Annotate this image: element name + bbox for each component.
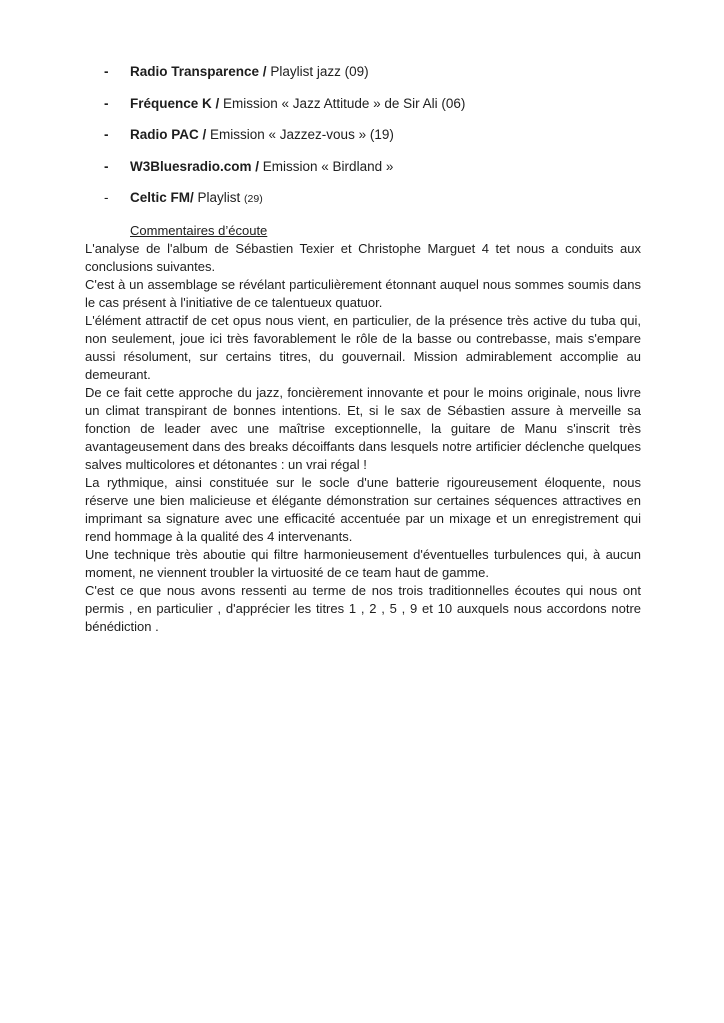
playlist-count: (29)	[244, 193, 263, 205]
list-item-text	[130, 126, 394, 144]
list-item-text	[130, 63, 369, 81]
station-name: Fréquence K /	[130, 95, 220, 111]
station-name: Radio PAC /	[130, 127, 207, 142]
station-name: Radio Transparence /	[130, 64, 267, 79]
list-item-text	[130, 189, 263, 208]
station-detail: Emission « Jazz Attitude » de Sir Ali (06)	[219, 95, 466, 111]
paragraph-conclusion: C'est ce que nous avons ressenti au terme de nos trois traditionnelles écoutes qui nous ont permis , en particulier , d'apprécier les titres 1 , 2 , 5 , 9 et 10 auxquels nous accordons notre bénédiction .	[85, 582, 641, 634]
list-item-text	[130, 158, 393, 176]
radio-playlist-list	[85, 63, 641, 208]
paragraph-technique: Une technique très aboutie qui filtre harmonieusement d'éventuelles turbulences qui, à aucun moment, ne viennent troubler la virtuosité de ce team haut de gamme.	[85, 546, 641, 580]
station-detail: Playlist jazz (09)	[266, 64, 369, 79]
paragraph-analysis-intro: L'analyse de l'album de Sébastien Texier et Christophe Marguet 4 tet nous a conduits aux conclusions suivantes.	[85, 240, 641, 274]
bullet-dash: -	[104, 64, 109, 79]
section-heading: Commentaires d’écoute	[130, 222, 268, 238]
station-detail: Emission « Birdland »	[259, 158, 394, 174]
list-item-frequence-k	[85, 95, 641, 113]
list-item-text	[130, 95, 465, 113]
bullet-dash: -	[104, 158, 109, 174]
document-content	[85, 63, 641, 636]
bullet-dash: -	[104, 95, 109, 111]
paragraph-assemblage: C'est à un assemblage se révélant particulièrement étonnant auquel nous sommes soumis dans le cas présent à l'initiative de ce talentueux quatuor.	[85, 276, 641, 310]
bullet-dash: -	[104, 127, 109, 142]
station-detail: Emission « Jazzez-vous » (19)	[206, 127, 394, 142]
list-item-w3bluesradio	[85, 158, 641, 176]
station-name: W3Bluesradio.com /	[130, 158, 260, 174]
list-item-celtic-fm	[85, 189, 641, 208]
list-item-radio-pac	[85, 126, 641, 144]
paragraph-rythmique: La rythmique, ainsi constituée sur le socle d'une batterie rigoureusement éloquente, nous réserve une bien malicieuse et élégante démonstration sur certaines séquences attractives en imprimant sa signature avec une efficacité accentuée par un mixage et un enregistrement qui rend hommage à la qualité des 4 intervenants.	[85, 474, 641, 544]
paragraph-tuba: L'élément attractif de cet opus nous vient, en particulier, de la présence très active du tuba qui, non seulement, joue ici très favorablement le rôle de la basse ou contrebasse, mais s'empare aussi résolument, sur certains titres, du gouvernail. Mission admirablement accomplie au demeurant.	[85, 312, 641, 382]
station-detail: Playlist	[193, 190, 245, 205]
station-name: Celtic FM/	[130, 190, 194, 205]
paragraph-approche-jazz: De ce fait cette approche du jazz, foncièrement innovante et pour le moins originale, nous livre un climat transpirant de bonnes intentions. Et, si le sax de Sébastien assure à merveille sa fonction de leader avec une maîtrise exceptionnelle, la guitare de Manu s'inscrit très avantageusement dans des breaks décoiffants dans lesquels notre artificier déclenche quelques salves multicolores et détonantes : un vrai régal !	[85, 384, 641, 472]
bullet-dash: -	[104, 190, 109, 205]
list-item-radio-transparence	[85, 63, 641, 81]
